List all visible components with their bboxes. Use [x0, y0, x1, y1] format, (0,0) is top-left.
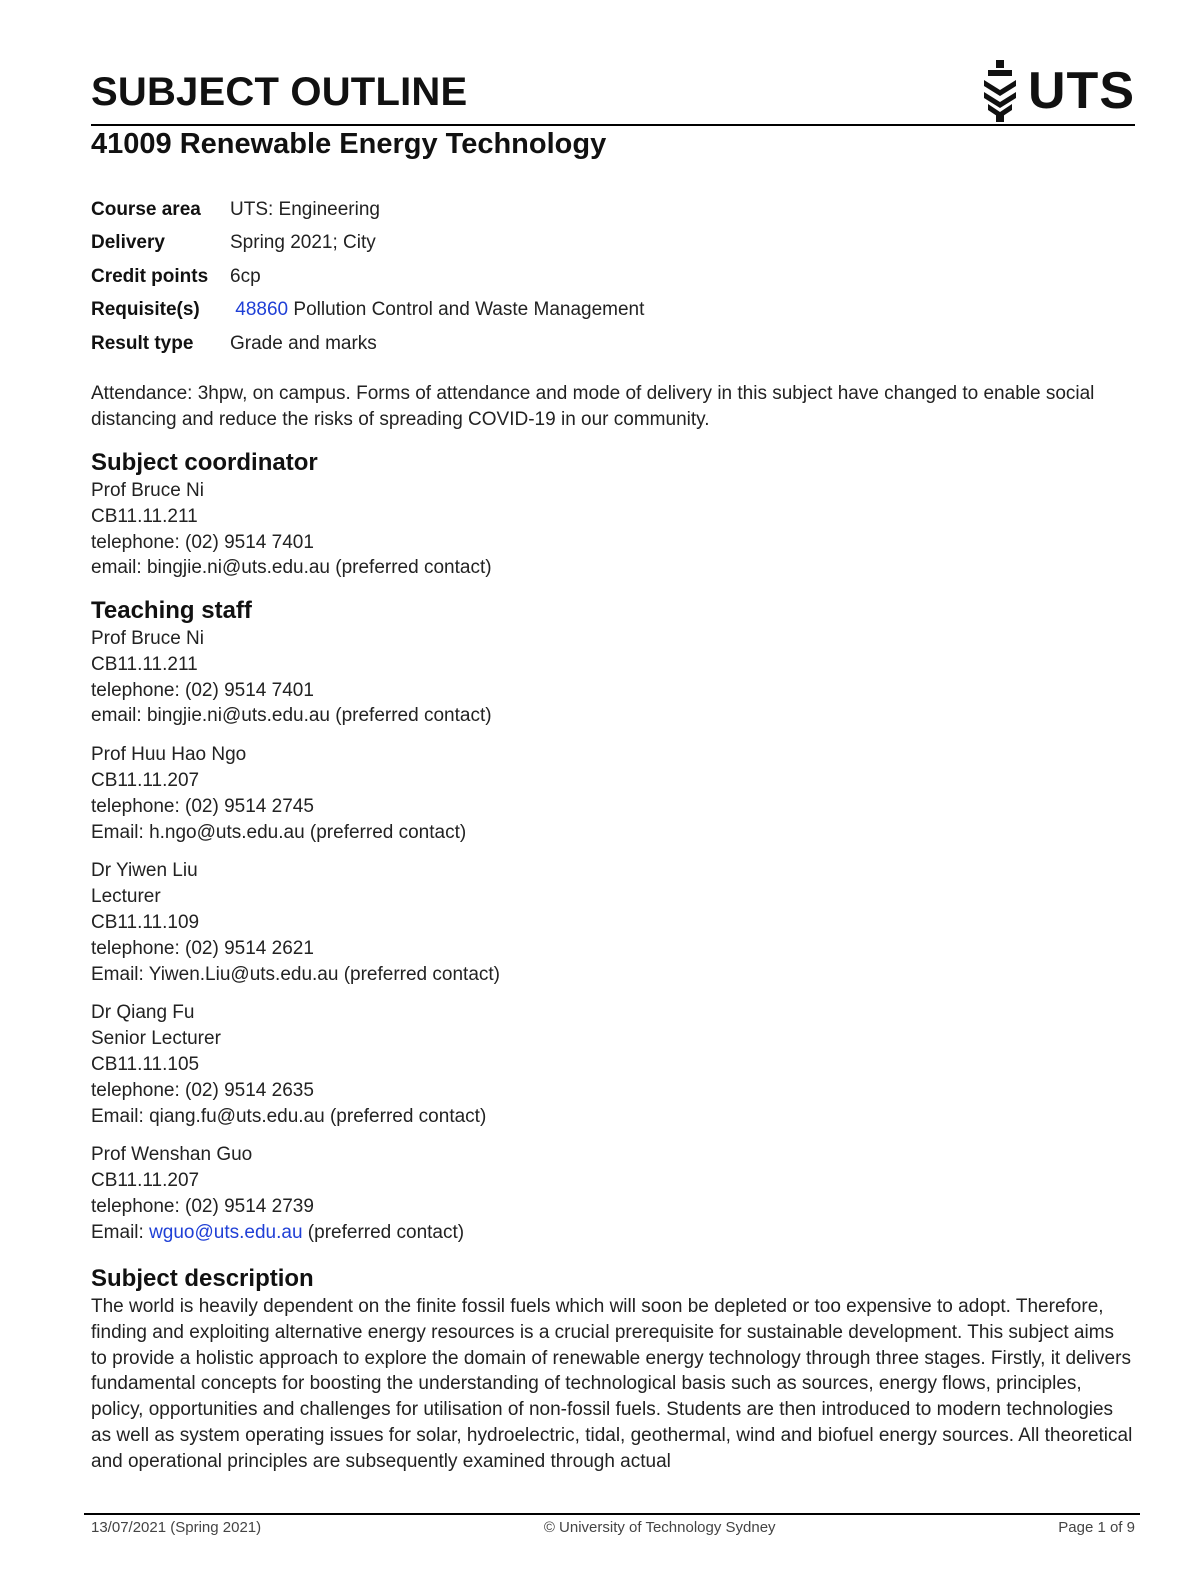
email-prefix: Email:: [91, 1221, 150, 1243]
section-heading: Subject description: [91, 1265, 314, 1292]
staff-entry: [91, 1000, 1135, 1129]
section-heading: Subject coordinator: [91, 449, 318, 476]
contact-line: telephone: (02) 9514 2635: [91, 1079, 314, 1101]
description-text: The world is heavily dependent on the finite fossil fuels which will soon be depleted or too expensive to adopt. Therefore, finding and exploiting alternative energy resources is a crucial prerequisite for sustainable development. This subject aims to provide a holistic approach to explore the domain of renewable energy technology through three stages. Firstly, it delivers fundamental concepts for boosting the understanding of technological basis such as sources, energy flows, principles, policy, opportunities and challenges for utilisation of non-fossil fuels. Students are then introduced to modern technologies as well as system operating issues for solar, hydroelectric, tidal, geothermal, wind and biofuel energy sources. All theoretical and operational principles are subsequently examined through actual: [91, 1296, 1133, 1472]
requisite-link[interactable]: 48860: [235, 299, 289, 321]
contact-line: Prof Huu Hao Ngo: [91, 744, 247, 766]
meta-value: [230, 299, 644, 321]
contact-line: telephone: (02) 9514 2621: [91, 937, 314, 959]
section-heading: Teaching staff: [91, 597, 252, 624]
contact-line: email: bingjie.ni@uts.edu.au (preferred contact): [91, 705, 492, 727]
footer-divider: [84, 1513, 1140, 1515]
footer-date: 13/07/2021 (Spring 2021): [91, 1519, 262, 1536]
contact-line: telephone: (02) 9514 2739: [91, 1195, 314, 1217]
contact-line: Prof Bruce Ni: [91, 480, 204, 501]
attendance-note: Attendance: 3hpw, on campus. Forms of attendance and mode of delivery in this subject have changed to enable social distancing and reduce the risks of spreading COVID-19 in our community.: [91, 383, 1095, 430]
logo-text: UTS: [1028, 62, 1135, 120]
contact-line: Senior Lecturer: [91, 1028, 221, 1050]
email-link[interactable]: wguo@uts.edu.au: [149, 1221, 303, 1243]
staff-entry: [91, 742, 1135, 845]
contact-line: CB11.11.105: [91, 1053, 200, 1075]
meta-label: Delivery: [91, 232, 165, 254]
contact-line: telephone: (02) 9514 7401: [91, 679, 314, 701]
meta-row-requisites: [91, 294, 644, 328]
footer-page-number: Page 1 of 9: [1058, 1519, 1135, 1536]
staff-entry: [91, 626, 1135, 729]
meta-row-credit-points: [91, 260, 644, 294]
subject-meta: [91, 193, 644, 361]
meta-label: Credit points: [91, 265, 209, 287]
meta-label: Requisite(s): [91, 299, 200, 321]
meta-value: 6cp: [230, 265, 261, 287]
meta-value: Spring 2021; City: [230, 232, 376, 254]
subject-title: 41009 Renewable Energy Technology: [91, 128, 607, 160]
meta-value: Grade and marks: [230, 332, 377, 354]
header-divider: [91, 124, 1135, 126]
meta-row-delivery: [91, 227, 644, 261]
contact-line: CB11.11.109: [91, 911, 200, 933]
uts-logo: [978, 60, 1135, 122]
teaching-staff-section: [91, 596, 1135, 1246]
footer-copyright: © University of Technology Sydney: [543, 1519, 776, 1536]
contact-line: telephone: (02) 9514 7401: [91, 531, 314, 553]
page-title: SUBJECT OUTLINE: [91, 70, 468, 114]
meta-value: UTS: Engineering: [230, 198, 380, 220]
contact-line: [91, 1220, 1135, 1246]
contact-line: CB11.11.207: [91, 769, 200, 791]
contact-line: email: bingjie.ni@uts.edu.au (preferred contact): [91, 557, 492, 579]
coordinator-section: [91, 448, 1135, 581]
contact-line: CB11.11.211: [91, 505, 198, 527]
staff-entry: [91, 858, 1135, 987]
contact-line: Email: Yiwen.Liu@uts.edu.au (preferred contact): [91, 963, 500, 985]
staff-entry: [91, 1142, 1135, 1245]
contact-line: Lecturer: [91, 886, 161, 908]
contact-line: telephone: (02) 9514 2745: [91, 795, 314, 817]
email-suffix: (preferred contact): [302, 1221, 465, 1243]
meta-row-result-type: [91, 327, 644, 361]
meta-row-course-area: [91, 193, 644, 227]
contact-line: Email: h.ngo@uts.edu.au (preferred contact): [91, 821, 467, 843]
requisite-text: Pollution Control and Waste Management: [288, 299, 645, 321]
contact-line: Email: qiang.fu@uts.edu.au (preferred contact): [91, 1105, 487, 1127]
page-footer: [91, 1519, 1135, 1536]
contact-line: Dr Yiwen Liu: [91, 860, 198, 882]
description-section: [91, 1264, 1135, 1475]
meta-label: Course area: [91, 198, 201, 220]
contact-line: CB11.11.211: [91, 653, 198, 675]
contact-line: Prof Bruce Ni: [91, 628, 204, 649]
meta-label: Result type: [91, 332, 194, 354]
contact-line: Dr Qiang Fu: [91, 1002, 195, 1024]
uts-crest-icon: [978, 60, 1022, 122]
contact-line: CB11.11.207: [91, 1170, 200, 1192]
contact-line: Prof Wenshan Guo: [91, 1144, 253, 1166]
